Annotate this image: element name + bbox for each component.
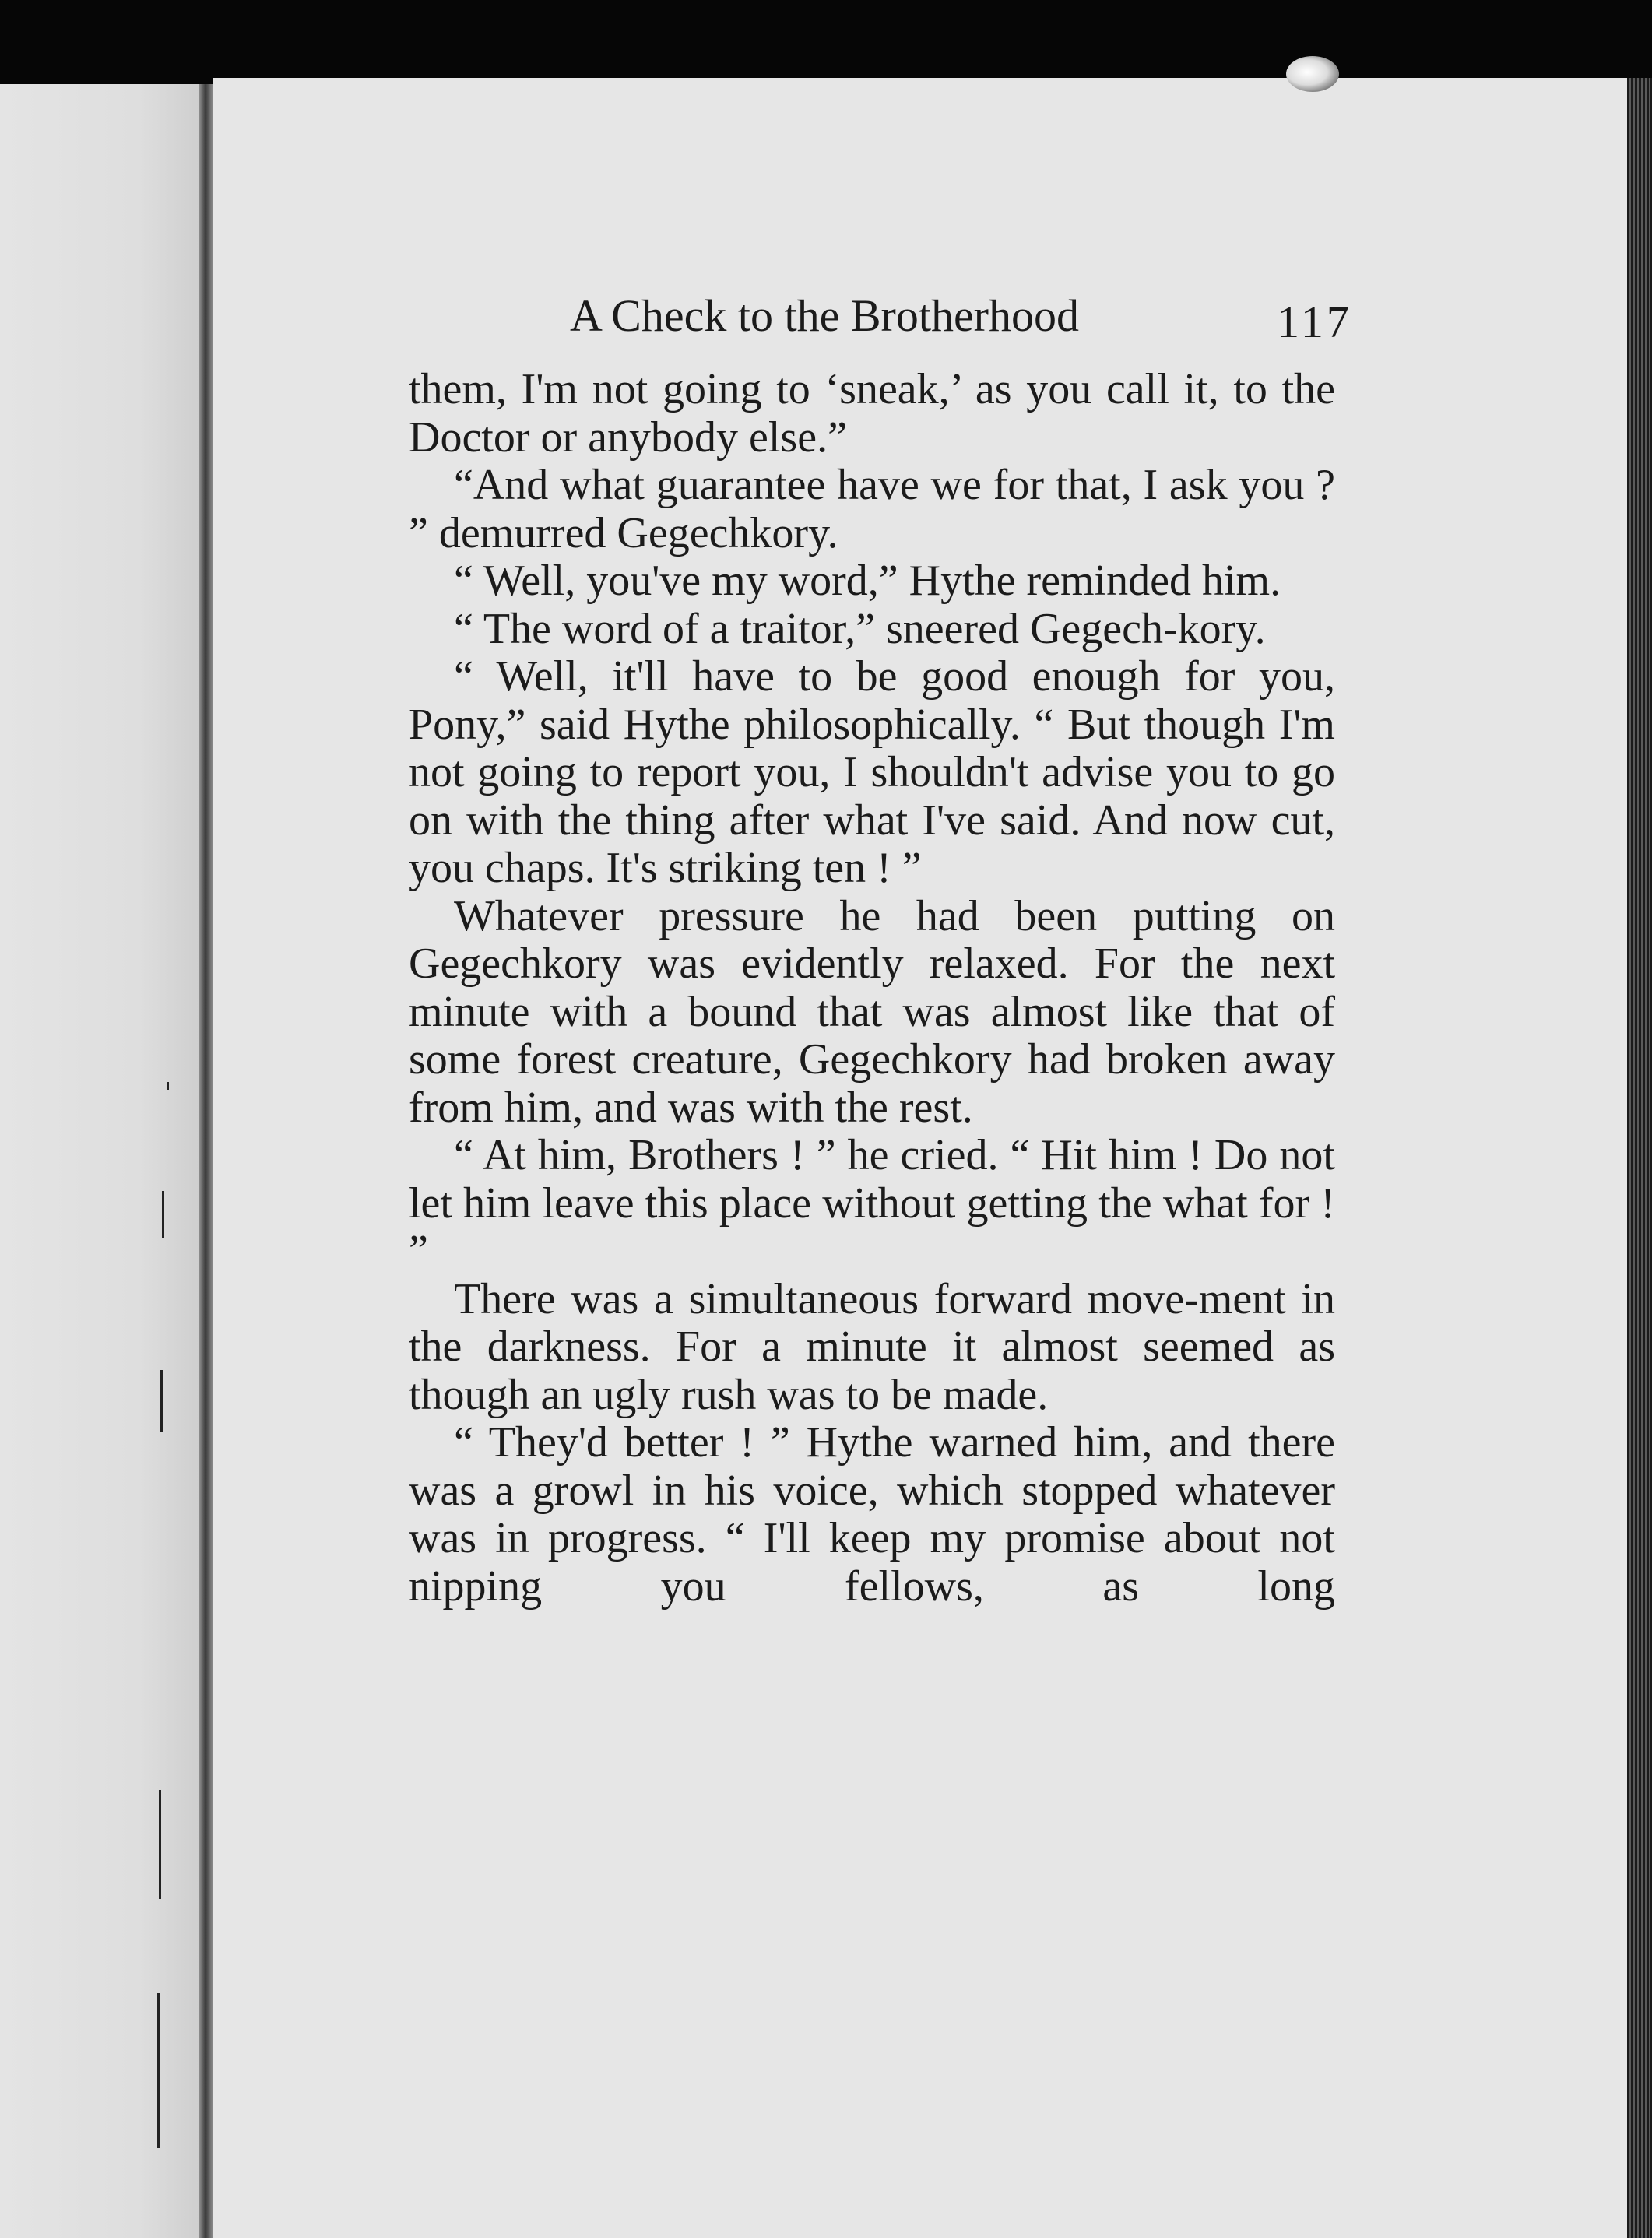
paragraph: them, I'm not going to ‘sneak,’ as you call it, to the Doctor or anybody else.” [409,365,1335,462]
margin-mark [157,1993,160,2148]
margin-mark [167,1082,169,1090]
paragraph: “ Well, it'll have to be good enough for you, Pony,” said Hythe philosophically. “ But though I'm not going to report you, I shouldn't advise you to go on with the thing after what I've said. And now cut, you chaps. It's striking ten ! ” [409,652,1335,892]
paragraph: “ Well, you've my word,” Hythe reminded him. [454,557,1281,605]
margin-mark [159,1790,161,1899]
margin-mark [160,1370,163,1432]
page-number: 117 [1277,297,1352,347]
scanner-light-spot [1286,56,1339,92]
paragraph: “ They'd better ! ” Hythe warned him, and there was a growl in his voice, which stopped whatever was in progress. “ I'll keep my promise about not nipping you fellows, as long [409,1418,1335,1611]
margin-mark [162,1191,164,1238]
paragraph: “ The word of a traitor,” sneered Gegech-kory. [454,604,1266,653]
book-gutter [199,84,213,2238]
paragraph: Whatever pressure he had been putting on Gegechkory was evidently relaxed. For the next minute with a bound that was almost like that of some forest creature, Gegechkory had broken away from him, and was with the rest. [409,891,1335,1132]
body-text [409,366,1335,1611]
paragraph: “ At him, Brothers ! ” he cried. “ Hit him ! Do not let him leave this place without getting the what for ! ” [409,1131,1335,1275]
page-edge [1627,78,1652,2238]
paragraph: “And what guarantee have we for that, I ask you ? ” demurred Gegechkory. [409,461,1335,557]
running-head: A Check to the Brotherhood [570,290,1080,341]
paragraph: There was a simultaneous forward move-ment in the darkness. For a minute it almost seemed as though an ugly rush was to be made. [409,1274,1335,1419]
left-page [0,84,199,2238]
